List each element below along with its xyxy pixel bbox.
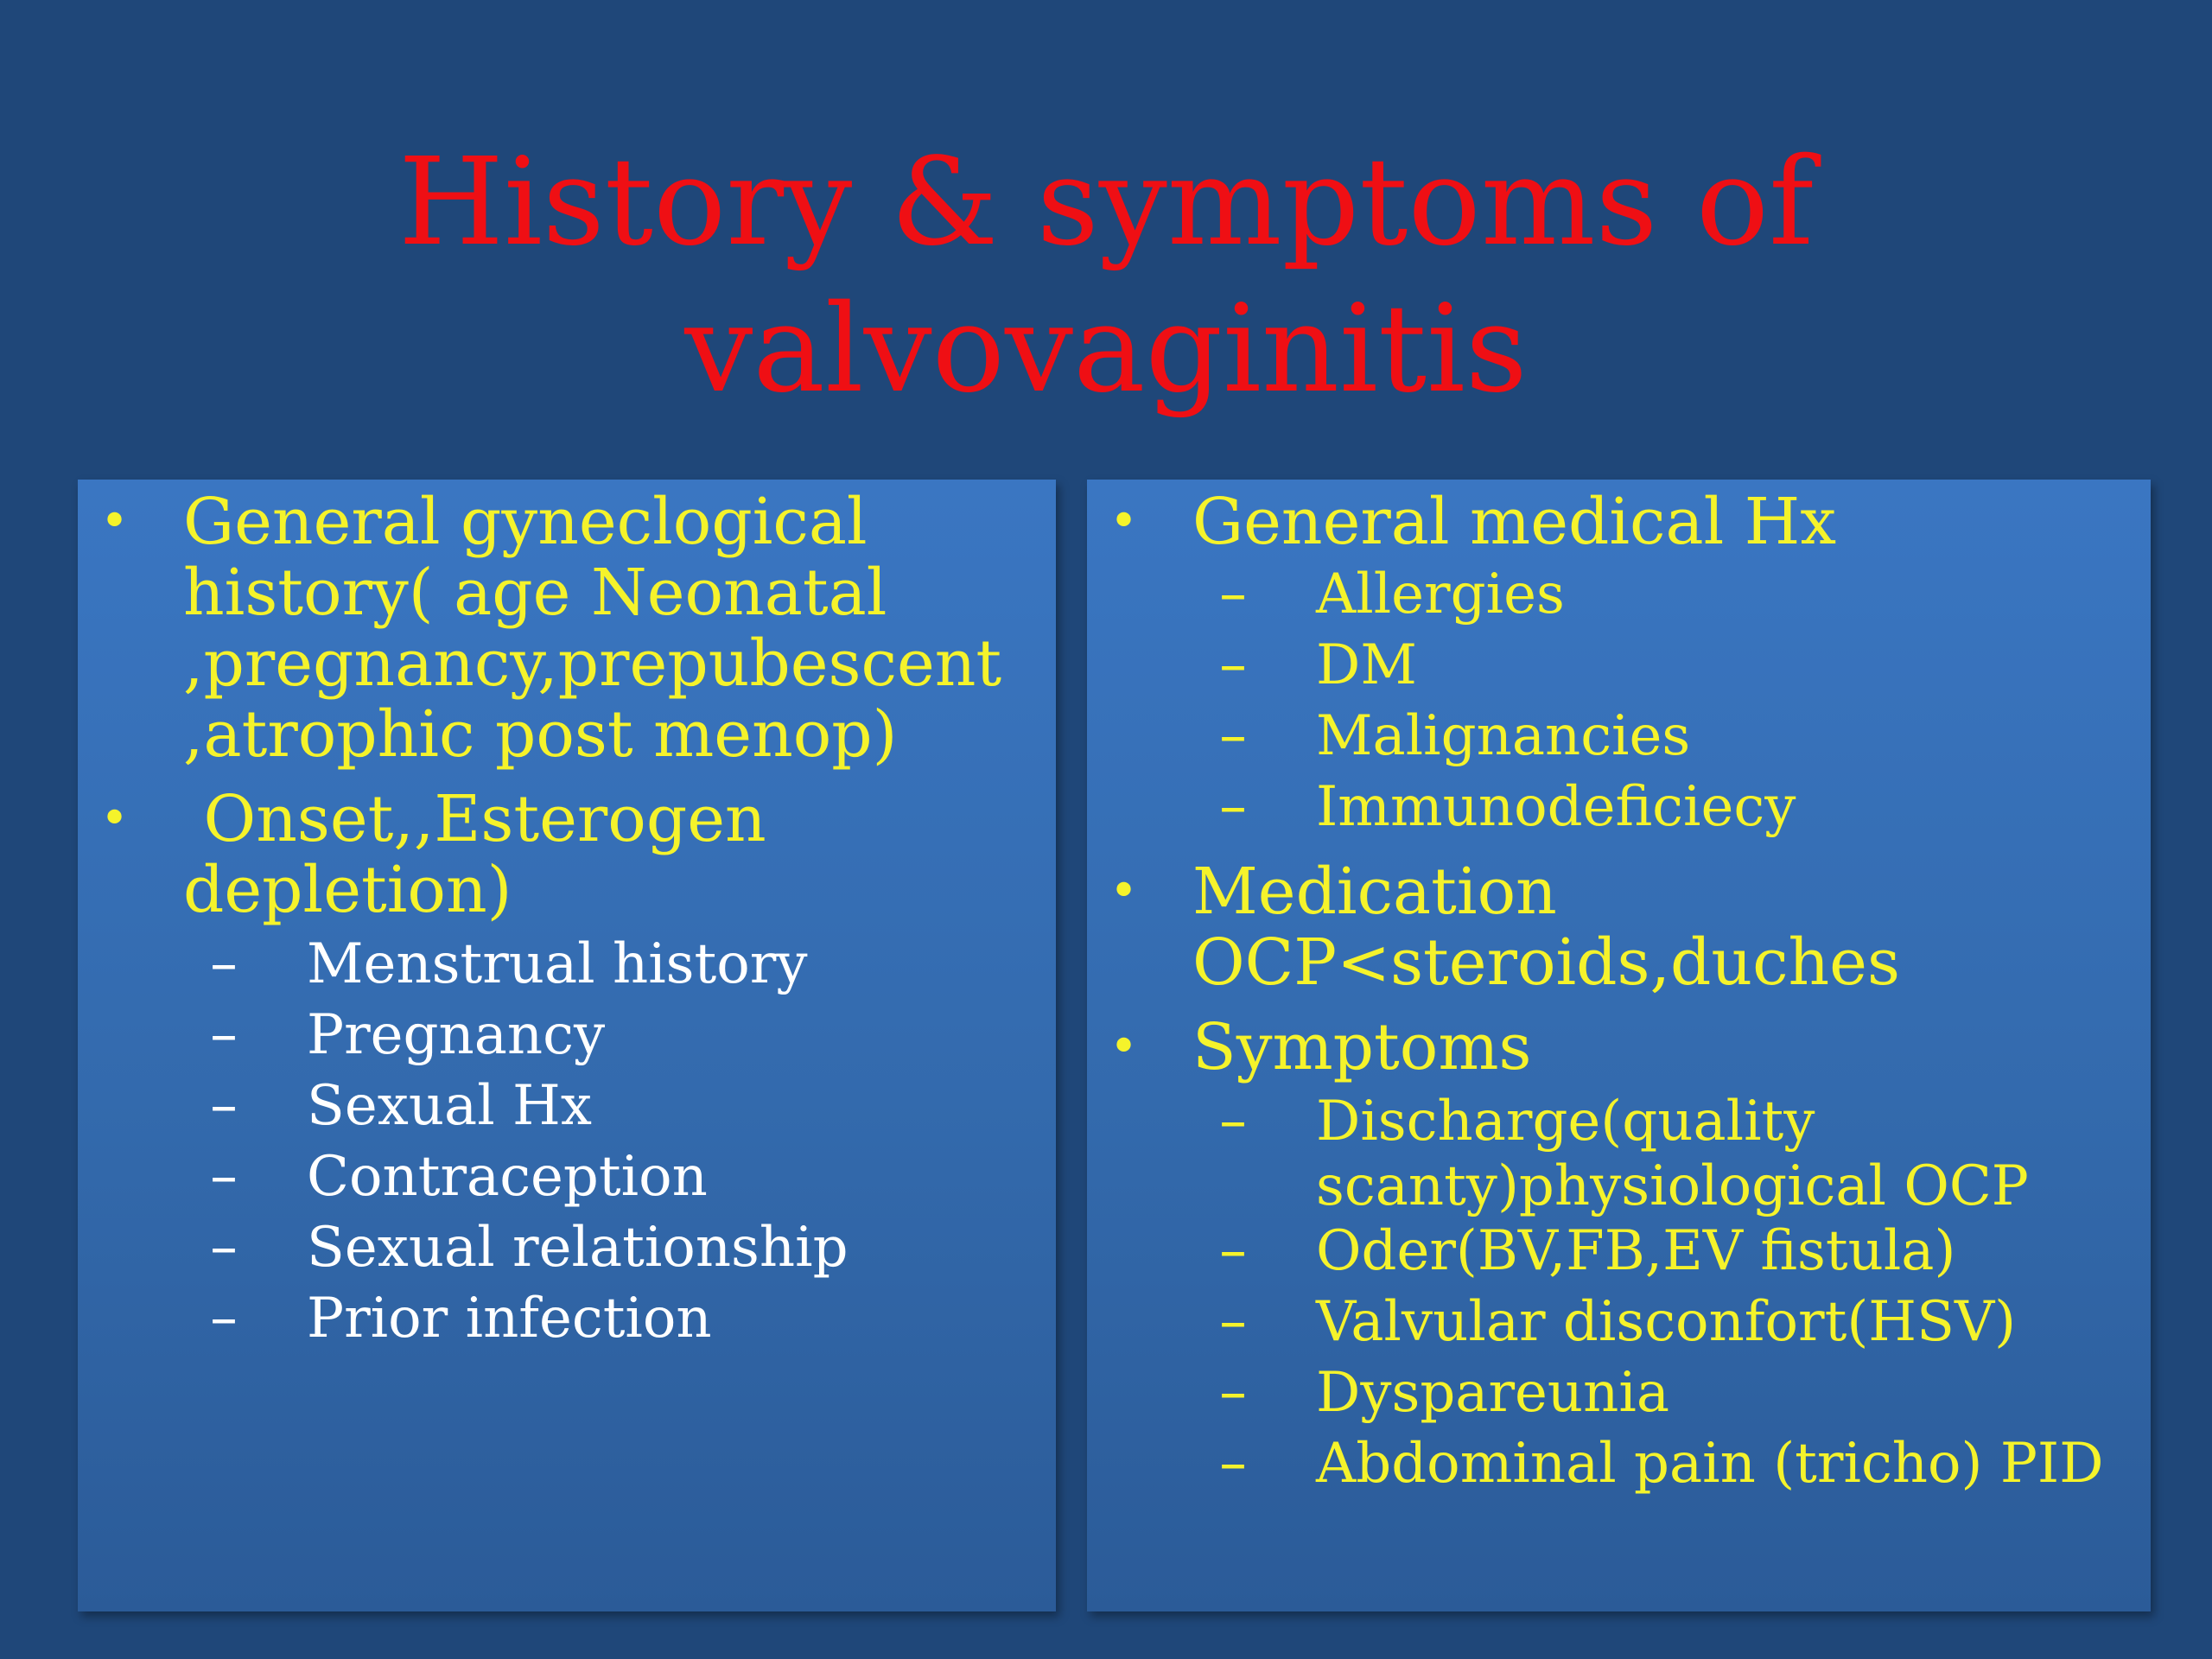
dash-marker: – (1219, 1219, 1247, 1283)
dash-marker: – (1219, 775, 1247, 839)
sub-item-label (1316, 1086, 2151, 1216)
sub-item-label: Menstrual history (307, 932, 808, 996)
bullet-text: General medical Hx (1192, 485, 1837, 559)
bullet-text (183, 784, 1056, 925)
bullet-symptoms (1087, 1012, 2151, 1499)
sub-item-line: scanty)physiological OCP (1316, 1154, 2029, 1218)
sub-item-label: Allergies (1316, 563, 1565, 626)
dash-marker: – (210, 1287, 238, 1351)
bullet-onset (78, 784, 1056, 1354)
dash-marker: – (1219, 563, 1247, 626)
sub-item (210, 929, 1056, 1000)
sub-item (1219, 1287, 2151, 1357)
left-sub-list (78, 929, 1056, 1354)
dash-marker: – (1219, 633, 1247, 697)
bullet-marker: • (100, 493, 130, 550)
sub-item-label: Immunodeficiecy (1316, 775, 1796, 839)
bullet-line: history( age Neonatal (183, 556, 887, 630)
sub-item (210, 1000, 1056, 1071)
right-bullet-list (1087, 486, 2151, 1513)
sub-item-label: Abdominal pain (tricho) PID (1316, 1432, 2104, 1496)
bullet-line: OCP<steroids,duches (1192, 925, 1900, 1000)
bullet-marker: • (100, 791, 130, 847)
dash-marker: – (210, 1003, 238, 1067)
sub-item (1219, 559, 2151, 630)
dash-marker: – (1219, 1290, 1247, 1354)
dash-marker: – (1219, 1361, 1247, 1425)
sub-item-label: DM (1316, 633, 1417, 697)
sub-item (210, 1212, 1056, 1283)
dash-marker: – (1219, 1090, 1247, 1154)
dash-marker: – (210, 1074, 238, 1138)
sub-item-label: Dyspareunia (1316, 1361, 1669, 1425)
dash-marker: – (1219, 704, 1247, 768)
sub-item-label: Sexual relationship (307, 1216, 849, 1280)
bullet-line: Onset,,Esterogen (183, 782, 766, 856)
bullet-text (1192, 856, 2151, 998)
right-content-panel (1087, 480, 2151, 1611)
sub-item (210, 1071, 1056, 1141)
sub-item (210, 1141, 1056, 1212)
dash-marker: – (210, 932, 238, 996)
sub-item-line: Discharge(quality (1316, 1090, 1815, 1154)
sub-item (1219, 1216, 2151, 1287)
left-content-panel (78, 480, 1056, 1611)
sub-item (1219, 701, 2151, 772)
sub-item (210, 1283, 1056, 1354)
bullet-medical-history (1087, 486, 2151, 842)
bullet-line: depletion) (183, 853, 512, 927)
sub-item (1219, 1428, 2151, 1499)
bullet-text (183, 486, 1056, 770)
sub-item-label: Sexual Hx (307, 1074, 592, 1138)
dash-marker: – (1219, 1432, 1247, 1496)
title-line-2: valvovaginitis (684, 279, 1528, 420)
bullet-marker: • (1109, 493, 1139, 550)
bullet-line: General gyneclogical (183, 485, 868, 559)
sub-item-label: Oder(BV,FB,EV fistula) (1316, 1219, 1956, 1283)
symptoms-sub-list (1087, 1086, 2151, 1499)
bullet-text: Symptoms (1192, 1010, 1532, 1084)
sub-item-label: Valvular disconfort(HSV) (1316, 1290, 2017, 1354)
sub-item (1219, 630, 2151, 701)
bullet-line: Medication (1192, 855, 1557, 929)
medical-sub-list (1087, 559, 2151, 842)
sub-item-label: Pregnancy (307, 1003, 606, 1067)
bullet-marker: • (1109, 1019, 1139, 1075)
slide-title (0, 130, 2212, 423)
dash-marker: – (210, 1216, 238, 1280)
bullet-marker: • (1109, 863, 1139, 919)
sub-item-label: Contraception (307, 1145, 708, 1209)
bullet-gyne-history (78, 486, 1056, 770)
sub-item (1219, 1086, 2151, 1216)
sub-item (1219, 772, 2151, 842)
sub-item-label: Prior infection (307, 1287, 712, 1351)
dash-marker: – (210, 1145, 238, 1209)
sub-item-label: Malignancies (1316, 704, 1691, 768)
bullet-line: ,atrophic post menop) (183, 697, 898, 772)
title-line-1: History & symptoms of (398, 132, 1814, 273)
bullet-line: ,pregnancy,prepubescent (183, 626, 1002, 701)
left-bullet-list (78, 486, 1056, 1354)
bullet-medication (1087, 856, 2151, 998)
sub-item (1219, 1357, 2151, 1428)
